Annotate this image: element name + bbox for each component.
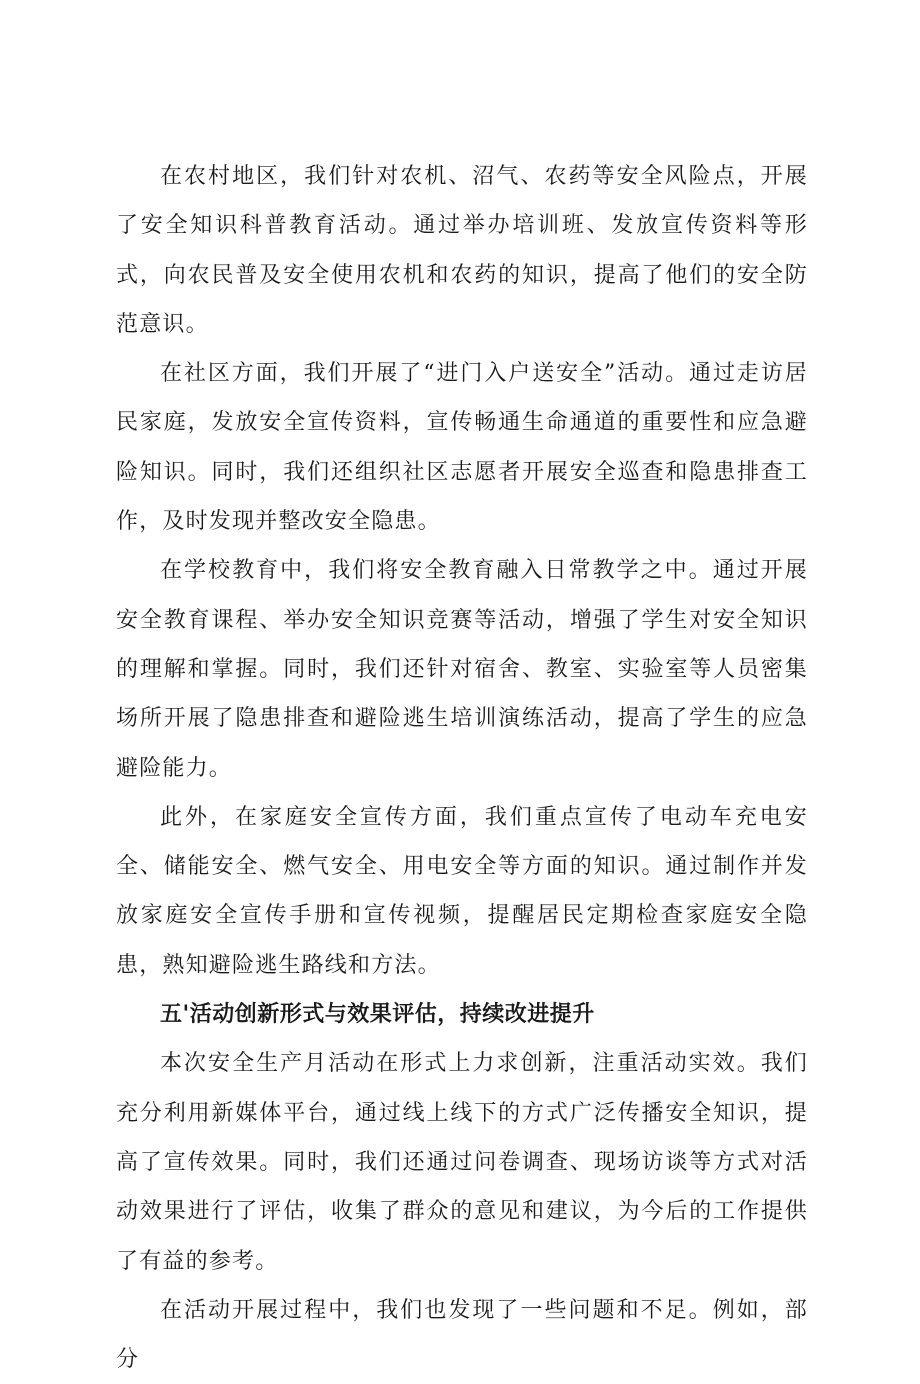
paragraph-innovation: 本次安全生产月活动在形式上力求创新，注重活动实效。我们充分利用新媒体平台，通过线上线下的方式广泛传播安全知识，提高了宣传效果。同时，我们还通过问卷调查、现场访谈等方式对活动效果进行了评估，收集了群众的意见和建议，为今后的工作提供了有益的参考。 <box>116 1051 808 1274</box>
paragraph-school: 在学校教育中，我们将安全教育融入日常教学之中。通过开展安全教育课程、举办安全知识竞赛等活动，增强了学生对安全知识的理解和掌握。同时，我们还针对宿舍、教室、实验室等人员密集场所开展了隐患排查和避险逃生培训演练活动，提高了学生的应急避险能力。 <box>116 558 808 781</box>
paragraph-community: 在社区方面，我们开展了“进门入户送安全”活动。通过走访居民家庭，发放安全宣传资料，宣传畅通生命通道的重要性和应急避险知识。同时，我们还组织社区志愿者开展安全巡查和隐患排查工作，及时发现并整改安全隐患。 <box>116 361 808 535</box>
section-heading: 五'活动创新形式与效果评估，持续改进提升 <box>160 1002 595 1028</box>
document-body <box>116 152 808 1384</box>
paragraph-problems: 在活动开展过程中，我们也发现了一些问题和不足。例如，部分 <box>116 1297 808 1373</box>
paragraph-family: 此外，在家庭安全宣传方面，我们重点宣传了电动车充电安全、储能安全、燃气安全、用电安全等方面的知识。通过制作并发放家庭安全宣传手册和宣传视频，提醒居民定期检查家庭安全隐患，熟知避险逃生路线和方法。 <box>116 804 808 978</box>
paragraph-rural: 在农村地区，我们针对农机、沼气、农药等安全风险点，开展了安全知识科普教育活动。通过举办培训班、发放宣传资料等形式，向农民普及安全使用农机和农药的知识，提高了他们的安全防范意识。 <box>116 164 808 337</box>
